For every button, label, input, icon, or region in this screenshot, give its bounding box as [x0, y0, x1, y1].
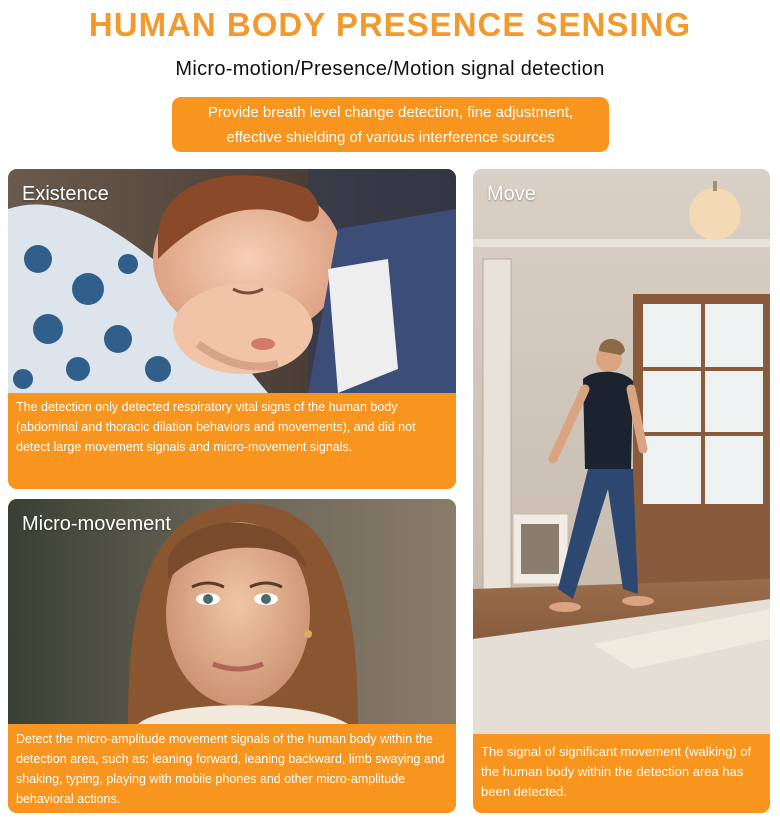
feature-line-2: effective shielding of various interference sources — [226, 128, 555, 146]
page-subtitle: Micro-motion/Presence/Motion signal detection — [175, 58, 605, 80]
card-existence — [8, 169, 456, 489]
page-title: HUMAN BODY PRESENCE SENSING — [88, 6, 692, 43]
card-move — [473, 169, 770, 813]
feature-banner — [172, 97, 609, 152]
card-label-micro-movement: Micro-movement — [22, 513, 171, 535]
feature-line-1: Provide breath level change detection, fine adjustment, — [207, 103, 574, 121]
card-label-move: Move — [487, 183, 536, 205]
card-description-existence: The detection only detected respiratory vital signs of the human body (abdominal and thoracic dilation behaviors and movements), and did not detect large movement signals and micro-movement signals. — [8, 393, 456, 489]
card-micro-movement — [8, 499, 456, 813]
card-description-move: The signal of significant movement (walking) of the human body within the detection area has been detected. — [473, 734, 770, 813]
card-label-existence: Existence — [22, 183, 109, 205]
walking-person-photo — [473, 169, 770, 734]
card-description-micro-movement: Detect the micro-amplitude movement signals of the human body within the detection area, such as: leaning forward, leaning backward, limb swaying and shaking, typing, playing with mobile phones and other micro-amplitude behavioral actions. — [8, 724, 456, 813]
